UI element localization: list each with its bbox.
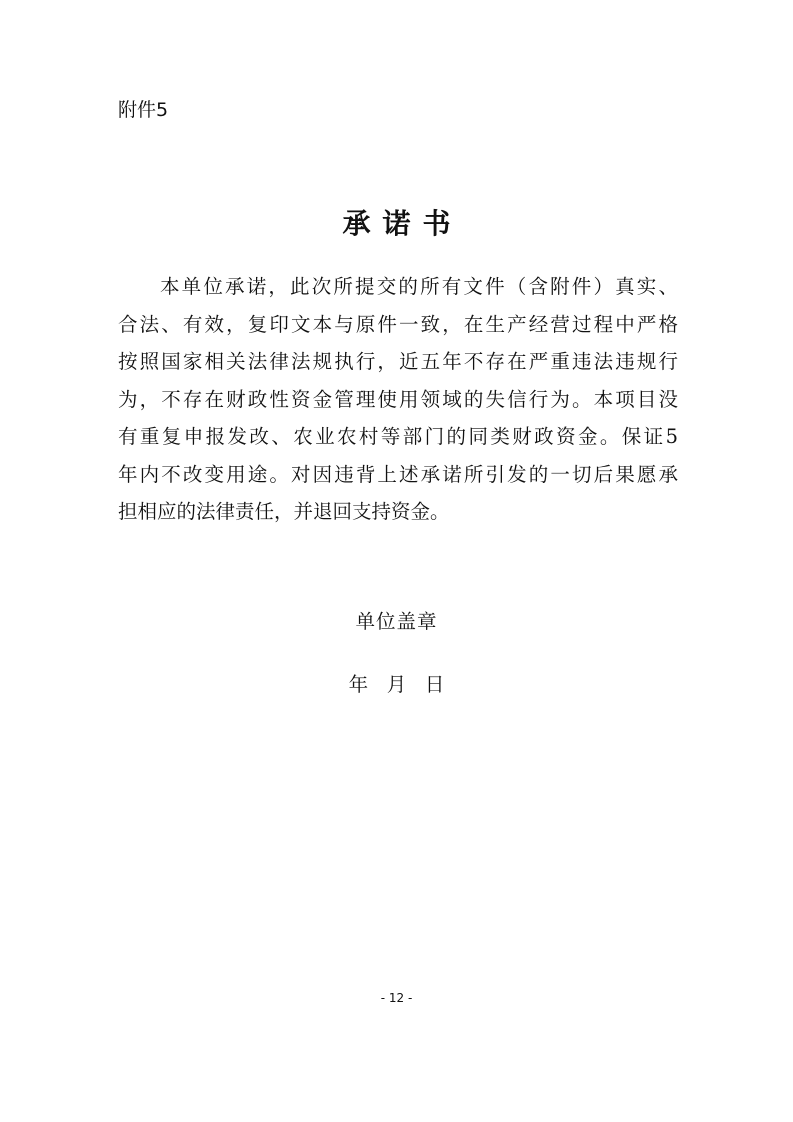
body-line: 为，不存在财政性资金管理使用领域的失信行为。本项目没 [118,387,678,411]
body-line: 本单位承诺，此次所提交的所有文件（含附件）真实、 [160,275,678,298]
body-line: 担相应的法律责任，并退回支持资金。 [118,500,450,523]
unit-seal-label: 单位盖章 [355,610,438,633]
body-line: 有重复申报发改、农业农村等部门的同类财政资金。保证5 [118,425,678,448]
date-line: 年 月 日 [348,673,445,696]
commitment-body [118,268,678,531]
body-line: 按照国家相关法律法规执行，近五年不存在严重违法违规行 [118,350,678,373]
body-line: 合法、有效，复印文本与原件一致，在生产经营过程中严格 [118,312,678,336]
body-line: 年内不改变用途。对因违背上述承诺所引发的一切后果愿承 [118,462,678,486]
attachment-label: 附件5 [118,99,169,121]
page-number: - 12 - [380,991,413,1005]
document-title: 承诺书 [342,207,463,240]
